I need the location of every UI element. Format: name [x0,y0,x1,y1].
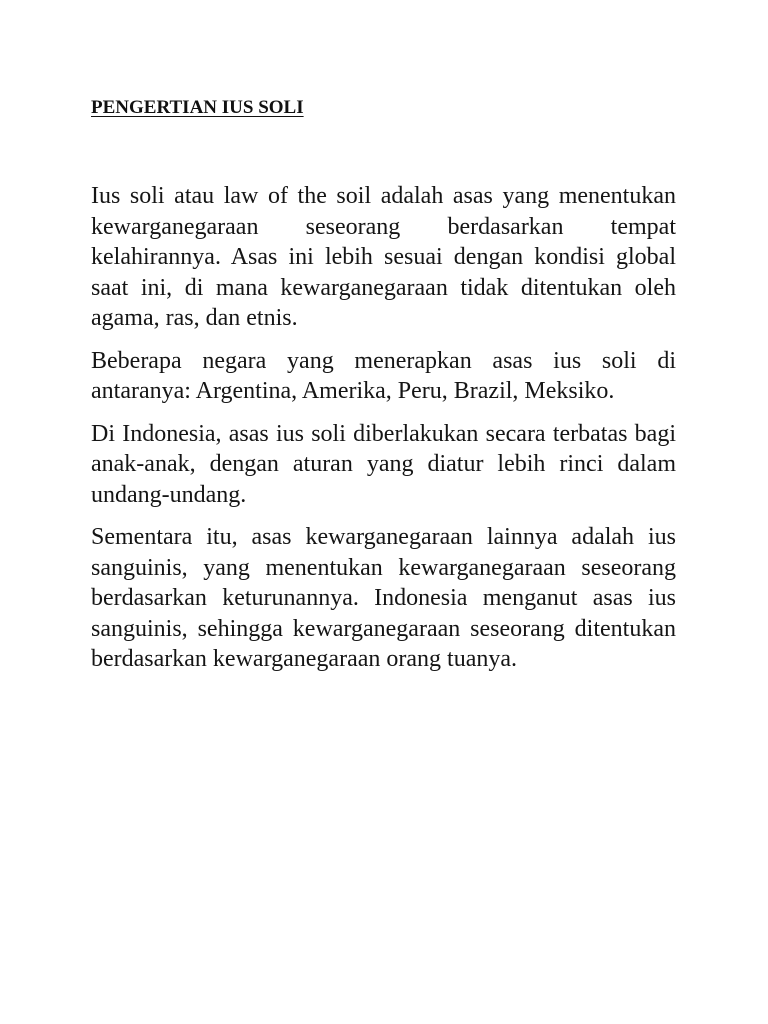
paragraph-indonesia: Di Indonesia, asas ius soli diberlakukan secara terbatas bagi anak-anak, dengan aturan yang diatur lebih rinci dalam undang-undang. [91,420,676,508]
paragraph-ius-sanguinis: Sementara itu, asas kewarganegaraan lainnya adalah ius sanguinis, yang menentukan kewarganegaraan seseorang berdasarkan keturunannya. Indonesia menganut asas ius sanguinis, sehingga kewarganegaraan seseorang ditentukan berdasarkan kewarganegaraan orang tuanya. [91,524,676,672]
paragraph-ius-soli-definition: Ius soli atau law of the soil adalah asas yang menentukan kewarganegaraan seseorang berdasarkan tempat kelahirannya. Asas ini lebih sesuai dengan kondisi global saat ini, di mana kewarganegaraan tidak ditentukan oleh agama, ras, dan etnis. [91,183,676,331]
document-body [91,181,676,687]
paragraph-countries: Beberapa negara yang menerapkan asas ius soli di antaranya: Argentina, Amerika, Peru, Brazil, Meksiko. [91,347,676,404]
document-title: PENGERTIAN IUS SOLI [91,97,304,118]
